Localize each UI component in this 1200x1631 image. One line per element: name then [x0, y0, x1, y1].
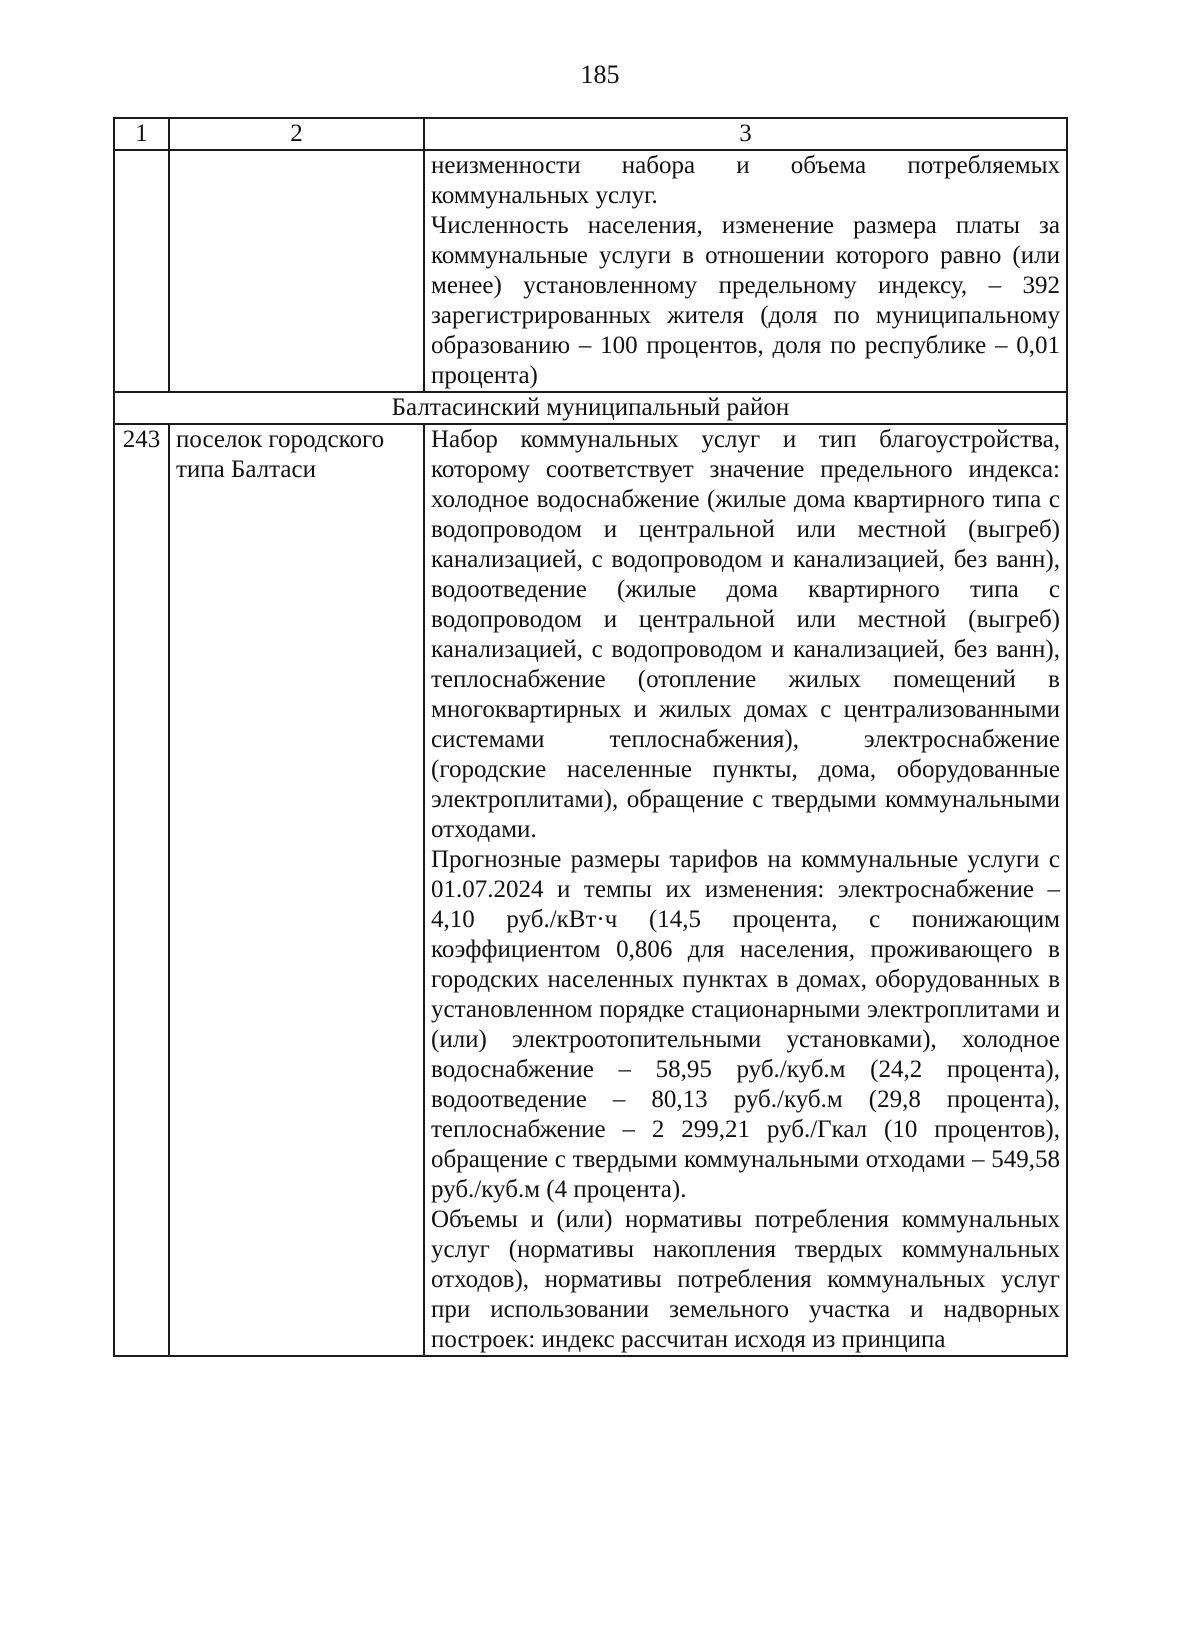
row-number-cell: 243	[114, 424, 169, 1356]
row-number-cell	[114, 150, 169, 392]
district-row	[114, 392, 1067, 424]
description-paragraph: Численность населения, изменение размера платы за коммунальные услуги в отношении которого равно (или менее) установленному предельному индексу, – 392 зарегистрированных жителя (доля по муниципальному образованию – 100 процентов, доля по республике – 0,01 процента)	[431, 212, 1060, 389]
page-number: 185	[580, 60, 620, 89]
row-place-cell	[169, 150, 424, 392]
header-col-3: 3	[424, 118, 1067, 150]
table-row-continuation	[114, 150, 1067, 392]
row-description-cell	[424, 150, 1067, 392]
district-name: Балтасинский муниципальный район	[114, 392, 1067, 424]
description-paragraph: Набор коммунальных услуг и тип благоустройства, которому соответствует значение предельного индекса: холодное водоснабжение (жилые дома квартирного типа с водопроводом и центральной или местной (выгреб) канализацией, с водопроводом и канализацией, без ванн), водоотведение (жилые дома квартирного типа с водопроводом и центральной или местной (выгреб) канализацией, с водопроводом и канализацией, без ванн), теплоснабжение (отопление жилых помещений в многоквартирных и жилых домах с централизованными системами теплоснабжения), электроснабжение (городские населенные пункты, дома, оборудованные электроплитами), обращение с твердыми коммунальными отходами.	[431, 426, 1060, 843]
table-header-row	[114, 118, 1067, 150]
table-row-243	[114, 424, 1067, 1356]
description-paragraph: Объемы и (или) нормативы потребления коммунальных услуг (нормативы накопления твердых коммунальных отходов), нормативы потребления коммунальных услуг при использовании земельного участка и надворных построек: индекс рассчитан исходя из принципа	[431, 1206, 1060, 1353]
tariff-table	[113, 117, 1068, 1357]
header-col-2: 2	[169, 118, 424, 150]
description-paragraph: Прогнозные размеры тарифов на коммунальные услуги с 01.07.2024 и темпы их изменения: электроснабжение – 4,10 руб./кВт·ч (14,5 процента, с понижающим коэффициентом 0,806 для населения, проживающего в городских населенных пунктах в домах, оборудованных в установленном порядке стационарными электроплитами и (или) электроотопительными установками), холодное водоснабжение – 58,95 руб./куб.м (24,2 процента), водоотведение – 80,13 руб./куб.м (29,8 процента), теплоснабжение – 2 299,21 руб./Гкал (10 процентов), обращение с твердыми коммунальными отходами – 549,58 руб./куб.м (4 процента).	[431, 846, 1060, 1203]
description-paragraph: неизменности набора и объема потребляемых коммунальных услуг.	[431, 152, 1060, 209]
row-description-cell	[424, 424, 1067, 1356]
header-col-1: 1	[114, 118, 169, 150]
row-place-cell: поселок городского типа Балтаси	[169, 424, 424, 1356]
